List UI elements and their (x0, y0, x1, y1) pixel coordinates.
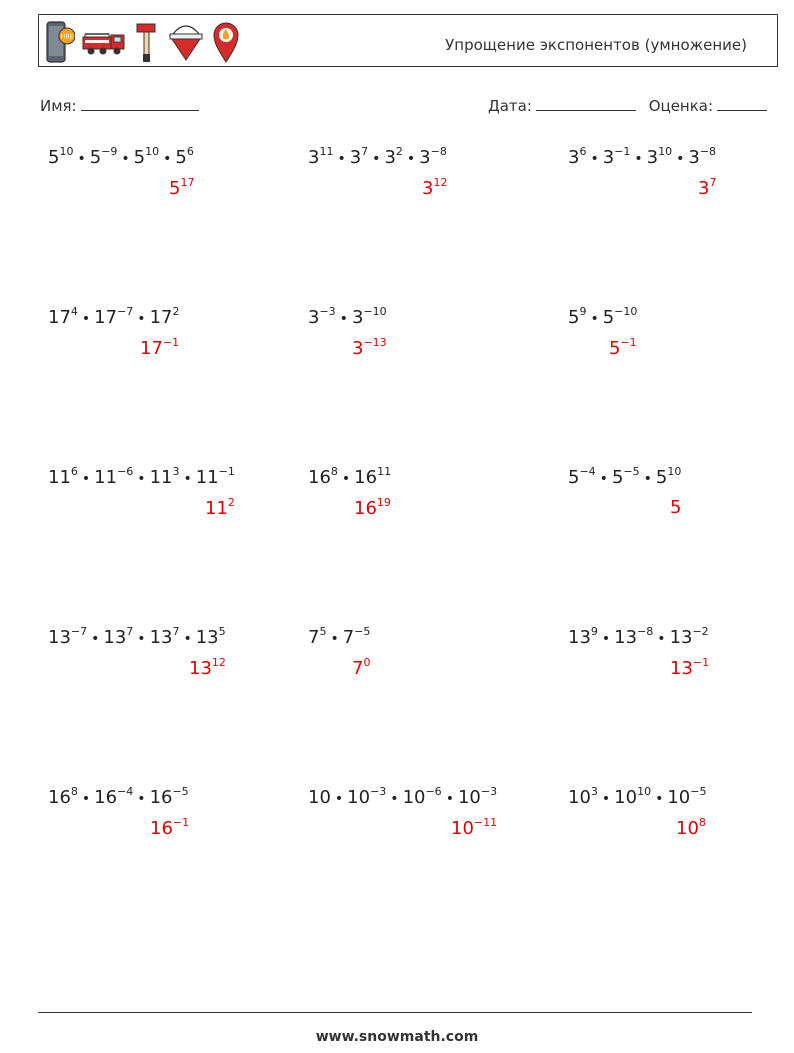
multiply-dot: • (655, 791, 664, 807)
problem-expression (308, 146, 447, 168)
exponent: −7 (70, 625, 88, 638)
exponent: 7 (361, 145, 369, 158)
power-term (94, 307, 133, 328)
exponent: −3 (319, 305, 336, 318)
base: 11 (195, 467, 219, 488)
power-term (670, 627, 709, 648)
fire-truck-icon (81, 27, 127, 57)
exponent: −4 (579, 465, 596, 478)
base: 16 (150, 818, 173, 839)
exponent: −5 (690, 785, 707, 798)
power-term (568, 307, 586, 328)
power-term (150, 787, 189, 808)
base: 3 (384, 147, 396, 168)
power-term (419, 147, 447, 168)
exponent: −2 (692, 625, 709, 638)
base: 10 (676, 818, 699, 839)
base: 5 (655, 467, 668, 488)
power-term (451, 818, 497, 839)
base: 5 (169, 178, 181, 199)
power-term (347, 787, 386, 808)
power-term (350, 147, 368, 168)
base: 3 (349, 147, 362, 168)
exponent: 9 (590, 625, 598, 638)
base: 10 (347, 787, 371, 808)
exponent: 5 (218, 625, 226, 638)
exponent: 11 (319, 145, 334, 158)
multiply-dot: • (91, 631, 100, 647)
power-term (169, 178, 194, 199)
base: 3 (351, 307, 364, 328)
multiply-dot: • (634, 151, 643, 167)
base: 13 (669, 627, 693, 648)
base: 17 (149, 307, 173, 328)
power-term (458, 787, 497, 808)
multiply-dot: • (590, 151, 599, 167)
problem-expression (308, 306, 387, 328)
power-term (403, 787, 442, 808)
base: 17 (48, 307, 71, 328)
exponent: 19 (376, 496, 391, 509)
exponent: −8 (637, 625, 654, 638)
base: 5 (609, 338, 621, 359)
multiply-dot: • (183, 471, 192, 487)
power-term (612, 467, 640, 488)
problem-expression (568, 626, 709, 648)
base: 11 (205, 498, 228, 519)
exponent: −6 (425, 785, 442, 798)
exponent: −13 (363, 336, 387, 349)
exponent: 8 (330, 465, 338, 478)
exponent: 10 (658, 145, 673, 158)
power-term (568, 467, 596, 488)
base: 7 (352, 658, 364, 679)
exponent: 4 (70, 305, 78, 318)
base: 3 (422, 178, 434, 199)
multiply-dot: • (406, 151, 416, 167)
power-term (656, 467, 681, 488)
multiply-dot: • (337, 151, 346, 167)
exponent: 12 (433, 176, 448, 189)
exponent: 2 (172, 305, 180, 318)
exponent: −3 (370, 785, 387, 798)
problem-expression (308, 786, 497, 808)
power-term (150, 307, 180, 328)
power-term (698, 178, 716, 199)
base: 17 (140, 338, 163, 359)
multiply-dot: • (137, 471, 146, 487)
power-term (670, 497, 681, 518)
base: 10 (568, 787, 591, 808)
power-term (352, 658, 370, 679)
base: 5 (133, 147, 146, 168)
answer (140, 337, 179, 359)
answer (150, 817, 189, 839)
exponent: −1 (162, 336, 180, 349)
exponent: −5 (354, 625, 371, 638)
power-term (670, 658, 709, 679)
power-term (150, 818, 189, 839)
date-label: Дата: (488, 97, 532, 115)
power-term (676, 818, 706, 839)
exponent: 2 (395, 145, 403, 158)
multiply-dot: • (657, 631, 666, 647)
power-term (352, 338, 387, 359)
exponent: −1 (614, 145, 631, 158)
base: 5 (48, 147, 60, 168)
exponent: −7 (117, 305, 134, 318)
exponent: 8 (698, 816, 706, 829)
base: 3 (602, 147, 615, 168)
problem-expression (308, 626, 370, 648)
exponent: 11 (377, 465, 392, 478)
footer-url: www.snowmath.com (315, 1029, 479, 1045)
exponent: −11 (473, 816, 498, 829)
answer (609, 337, 637, 359)
problem-expression (308, 466, 391, 488)
multiply-dot: • (81, 791, 91, 807)
base: 3 (568, 147, 580, 168)
answer (451, 817, 497, 839)
base: 13 (103, 627, 127, 648)
exponent: −5 (623, 465, 640, 478)
problem-expression (568, 786, 706, 808)
problem-expression (48, 786, 189, 808)
answer (676, 817, 706, 839)
multiply-dot: • (676, 151, 685, 167)
power-term (196, 627, 226, 648)
exponent: 6 (70, 465, 78, 478)
power-term (48, 627, 87, 648)
multiply-dot: • (137, 311, 146, 327)
base: 16 (94, 787, 118, 808)
footer-divider (38, 1012, 752, 1013)
multiply-dot: • (137, 791, 146, 807)
power-term (568, 627, 598, 648)
power-term (688, 147, 716, 168)
answer (352, 657, 370, 679)
power-term (196, 467, 235, 488)
problem-expression (48, 466, 235, 488)
exponent: 12 (211, 656, 226, 669)
multiply-dot: • (334, 791, 344, 807)
multiply-dot: • (81, 471, 91, 487)
power-term (48, 467, 78, 488)
base: 10 (451, 818, 474, 839)
power-term (609, 338, 637, 359)
phone-fire-call-icon (45, 20, 75, 64)
power-term (48, 307, 78, 328)
multiply-dot: • (643, 471, 652, 487)
answer (189, 657, 226, 679)
multiply-dot: • (77, 151, 86, 167)
answer (205, 497, 235, 519)
exponent: −9 (101, 145, 118, 158)
power-term (308, 787, 331, 808)
base: 3 (698, 178, 710, 199)
problem-expression (48, 146, 194, 168)
power-term (422, 178, 447, 199)
power-term (603, 147, 631, 168)
base: 11 (149, 467, 173, 488)
name-field (40, 96, 199, 115)
grade-blank[interactable] (717, 96, 767, 111)
multiply-dot: • (601, 791, 611, 807)
base: 13 (614, 627, 638, 648)
base: 16 (48, 787, 71, 808)
base: 13 (195, 627, 219, 648)
base: 7 (308, 627, 320, 648)
multiply-dot: • (81, 311, 91, 327)
problem-expression (568, 146, 716, 168)
multiply-dot: • (339, 311, 348, 327)
svg-text:FIRE: FIRE (60, 33, 74, 41)
multiply-dot: • (599, 471, 608, 487)
power-term (308, 147, 333, 168)
multiply-dot: • (390, 791, 399, 807)
power-term (205, 498, 235, 519)
power-term (343, 627, 371, 648)
power-term (308, 307, 336, 328)
multiply-dot: • (445, 791, 454, 807)
base: 17 (94, 307, 118, 328)
base: 13 (48, 627, 71, 648)
fire-location-pin-icon (211, 20, 241, 64)
base: 13 (568, 627, 591, 648)
power-term (189, 658, 226, 679)
exponent: 3 (172, 465, 180, 478)
base: 3 (352, 338, 364, 359)
exponent: 3 (590, 785, 598, 798)
power-term (175, 147, 193, 168)
exponent: −5 (172, 785, 189, 798)
exponent: 2 (227, 496, 235, 509)
base: 11 (94, 467, 118, 488)
exponent: 10 (667, 465, 682, 478)
name-label: Имя: (40, 97, 77, 115)
power-term (48, 787, 78, 808)
base: 13 (670, 658, 693, 679)
exponent: 17 (180, 176, 195, 189)
base: 3 (419, 147, 431, 168)
base: 16 (354, 467, 378, 488)
base: 10 (457, 787, 481, 808)
power-term (48, 147, 73, 168)
base: 10 (667, 787, 691, 808)
power-term (140, 338, 179, 359)
answer (354, 497, 391, 519)
power-term (103, 627, 133, 648)
base: 5 (568, 307, 580, 328)
base: 10 (614, 787, 638, 808)
problem-expression (568, 466, 681, 488)
exponent: 6 (579, 145, 587, 158)
exponent: 5 (319, 625, 327, 638)
exponent: −3 (480, 785, 498, 798)
multiply-dot: • (330, 631, 339, 647)
answer (422, 177, 447, 199)
exponent: 10 (59, 145, 74, 158)
answer (352, 337, 387, 359)
power-term (568, 147, 586, 168)
exponent: 6 (186, 145, 194, 158)
power-term (603, 307, 638, 328)
name-blank[interactable] (81, 96, 199, 111)
multiply-dot: • (372, 151, 381, 167)
base: 5 (568, 467, 580, 488)
base: 5 (611, 467, 624, 488)
worksheet-title: Упрощение экспонентов (умножение) (445, 36, 747, 54)
exponent: −10 (363, 305, 387, 318)
exponent: −4 (117, 785, 134, 798)
base: 3 (308, 147, 320, 168)
worksheet-header (38, 14, 778, 67)
power-term (354, 498, 391, 519)
base: 5 (89, 147, 102, 168)
date-blank[interactable] (536, 96, 636, 111)
exponent: −1 (172, 816, 190, 829)
power-term (568, 787, 598, 808)
exponent: −6 (117, 465, 134, 478)
power-term (354, 467, 391, 488)
power-term (384, 147, 402, 168)
exponent: 0 (363, 656, 371, 669)
fire-bucket-icon (167, 20, 205, 64)
exponent: −1 (620, 336, 637, 349)
multiply-dot: • (183, 631, 192, 647)
date-grade-fields (488, 96, 767, 115)
power-term (667, 787, 706, 808)
exponent: 7 (126, 625, 134, 638)
multiply-dot: • (137, 631, 146, 647)
base: 3 (308, 307, 320, 328)
base: 16 (308, 467, 331, 488)
exponent: −8 (699, 145, 717, 158)
base: 11 (48, 467, 71, 488)
base: 10 (308, 787, 331, 808)
multiply-dot: • (601, 631, 611, 647)
answer (169, 177, 194, 199)
multiply-dot: • (121, 151, 130, 167)
base: 5 (175, 147, 187, 168)
exponent: 9 (579, 305, 587, 318)
exponent: −1 (218, 465, 235, 478)
exponent: 10 (637, 785, 652, 798)
base: 13 (149, 627, 173, 648)
answer (698, 177, 716, 199)
exponent: −1 (692, 656, 710, 669)
header-icons (45, 19, 241, 65)
exponent: 8 (70, 785, 78, 798)
problem-expression (48, 626, 226, 648)
answer (670, 657, 709, 679)
power-term (150, 627, 180, 648)
power-term (614, 627, 653, 648)
exponent: −10 (614, 305, 638, 318)
grade-label: Оценка: (648, 97, 714, 115)
base: 10 (402, 787, 426, 808)
power-term (134, 147, 159, 168)
power-term (352, 307, 387, 328)
power-term (150, 467, 180, 488)
power-term (614, 787, 651, 808)
fire-axe-icon (133, 20, 161, 64)
base: 5 (602, 307, 615, 328)
problem-expression (48, 306, 179, 328)
problem-expression (568, 306, 637, 328)
power-term (308, 467, 338, 488)
base: 5 (670, 497, 682, 518)
multiply-dot: • (341, 471, 351, 487)
answer (670, 497, 681, 518)
exponent: 7 (172, 625, 180, 638)
exponent: −8 (430, 145, 447, 158)
power-term (647, 147, 672, 168)
power-term (94, 787, 133, 808)
exponent: 7 (709, 176, 717, 189)
exponent: 10 (145, 145, 160, 158)
base: 16 (354, 498, 377, 519)
base: 16 (149, 787, 173, 808)
multiply-dot: • (163, 151, 172, 167)
base: 13 (189, 658, 212, 679)
base: 3 (688, 147, 700, 168)
power-term (94, 467, 133, 488)
base: 7 (342, 627, 355, 648)
power-term (90, 147, 118, 168)
multiply-dot: • (590, 311, 599, 327)
base: 3 (646, 147, 659, 168)
power-term (308, 627, 326, 648)
